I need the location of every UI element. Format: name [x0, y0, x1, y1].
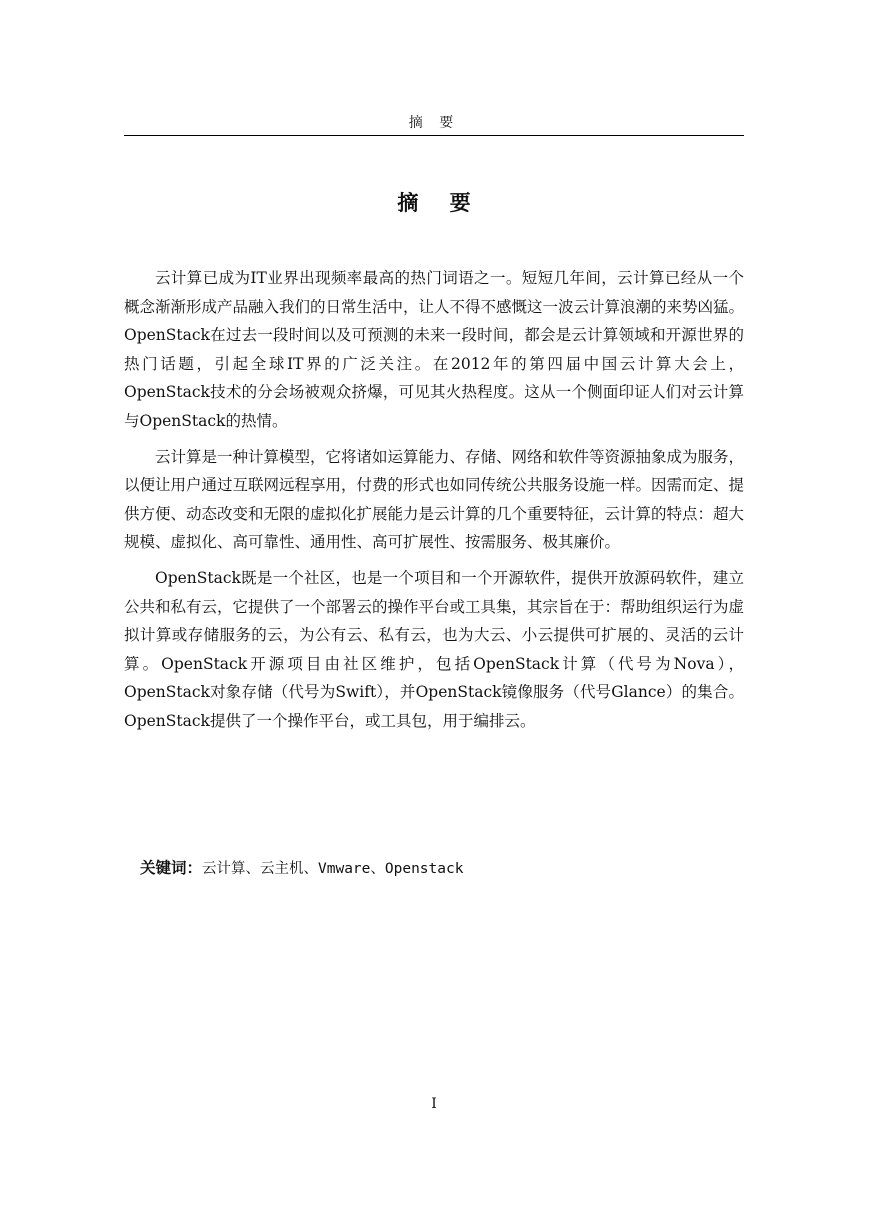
page-title: 摘 要 [397, 190, 483, 215]
running-header: 摘 要 [408, 115, 460, 131]
keywords-value: 云计算、云主机、Vmware、Openstack [202, 861, 464, 877]
abstract-paragraph-1: 云计算已成为IT业界出现频率最高的热门词语之一。短短几年间，云计算已经从一个概念渐渐形成产品融入我们的日常生活中，让人不得不感慨这一波云计算浪潮的来势凶猛。OpenStack在过去一段时间以及可预测的未来一段时间，都会是云计算领域和开源世界的热门话题，引起全球IT界的广泛关注。在2012年的第四届中国云计算大会上，OpenStack技术的分会场被观众挤爆，可见其火热程度。这从一个侧面印证人们对云计算与OpenStack的热情。 [124, 269, 745, 430]
abstract-paragraph-3: OpenStack既是一个社区，也是一个项目和一个开源软件，提供开放源码软件，建立公共和私有云，它提供了一个部署云的操作平台或工具集，其宗旨在于：帮助组织运行为虚拟计算或存储服务的云，为公有云、私有云，也为大云、小云提供可扩展的、灵活的云计算。OpenStack开源项目由社区维护，包括OpenStack计算（代号为Nova），OpenStack对象存储（代号为Swift），并OpenStack镜像服务（代号Glance）的集合。OpenStack提供了一个操作平台，或工具包，用于编排云。 [124, 568, 745, 730]
abstract-paragraph-2: 云计算是一种计算模型，它将诸如运算能力、存储、网络和软件等资源抽象成为服务，以便让用户通过互联网远程享用，付费的形式也如同传统公共服务设施一样。因需而定、提供方便、动态改变和无限的虚拟化扩展能力是云计算的几个重要特征，云计算的特点：超大规模、虚拟化、高可靠性、通用性、高可扩展性、按需服务、极其廉价。 [124, 447, 745, 552]
keywords-label: 关键词： [140, 859, 203, 877]
abstract-body [124, 264, 744, 743]
page-number: I [431, 1096, 437, 1112]
keywords-line [140, 855, 740, 882]
header-rule [124, 135, 744, 136]
